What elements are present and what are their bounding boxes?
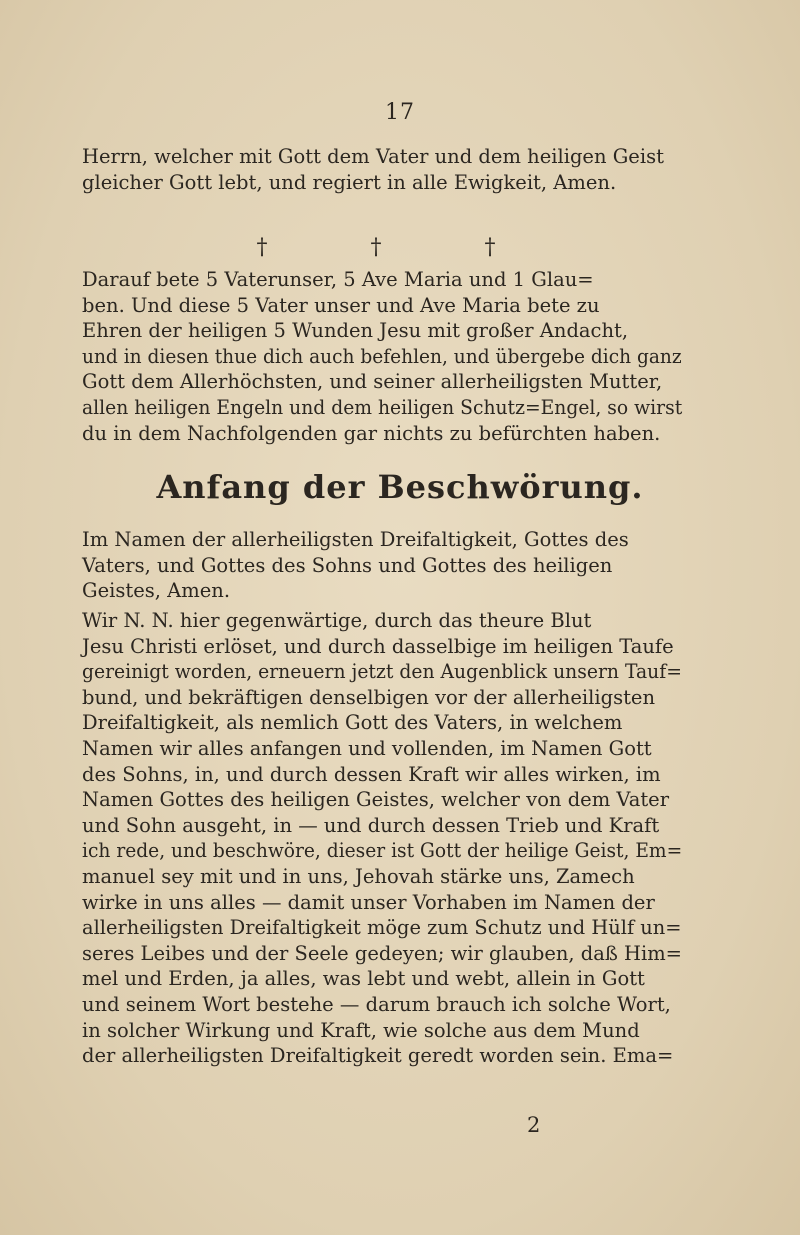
text-line: Im Namen der allerheiligsten Dreifaltigkeit, Gottes des (82, 528, 629, 551)
text-line: Jesu Christi erlöset, und durch dasselbige im heiligen Taufe (82, 634, 674, 658)
text-line: in solcher Wirkung und Kraft, wie solche aus dem Mund (82, 1018, 640, 1042)
text-line: allen heiligen Engeln und dem heiligen Schutz=Engel, so wirst (82, 395, 683, 419)
signature-mark: 2 (527, 1113, 541, 1137)
text-line: Namen wir alles anfangen und vollenden, im Namen Gott (82, 736, 652, 760)
text-line: der allerheiligsten Dreifaltigkeit geredt worden sein. Ema= (82, 1044, 674, 1068)
text-line: des Sohns, in, und durch dessen Kraft wir alles wirken, im (82, 762, 661, 786)
text-line: Dreifaltigkeit, als nemlich Gott des Vaters, in welchem (82, 711, 623, 735)
text-line: Geistes, Amen. (82, 579, 231, 603)
text-line: und Sohn ausgeht, in — und durch dessen Trieb und Kraft (82, 813, 660, 837)
text-line: Gott dem Allerhöchsten, und seiner allerheiligsten Mutter, (82, 370, 663, 394)
paragraph-invocation (82, 527, 682, 604)
text-line: und seinem Wort bestehe — darum brauch ich solche Wort, (82, 992, 671, 1016)
crosses-ornament: † † † (256, 235, 544, 260)
text-line: und in diesen thue dich auch befehlen, und übergebe dich ganz (82, 344, 682, 368)
text-line: allerheiligsten Dreifaltigkeit möge zum Schutz und Hülf un= (82, 916, 682, 940)
text-line: Wir N. N. hier gegenwärtige, durch das theure Blut (82, 609, 592, 632)
text-line: manuel sey mit und in uns, Jehovah stärke uns, Zamech (82, 864, 635, 888)
text-line: du in dem Nachfolgenden gar nichts zu befürchten haben. (82, 421, 661, 445)
text-line: Herrn, welcher mit Gott dem Vater und dem heiligen Geist (82, 145, 664, 168)
text-line: ben. Und diese 5 Vater unser und Ave Maria bete zu (82, 293, 600, 317)
paragraph-conjuration (82, 608, 682, 1069)
text-line: Namen Gottes des heiligen Geistes, welcher von dem Vater (82, 788, 670, 812)
paragraph-instruction (82, 267, 682, 446)
text-line: Darauf bete 5 Vaterunser, 5 Ave Maria und 1 Glau= (82, 268, 594, 291)
text-line: seres Leibes und der Seele gedeyen; wir glauben, daß Him= (82, 941, 682, 965)
text-line: gereinigt worden, erneuern jetzt den Augenblick unsern Tauf= (82, 660, 682, 684)
page-number: 17 (385, 100, 415, 125)
text-line: Ehren der heiligen 5 Wunden Jesu mit großer Andacht, (82, 319, 629, 343)
text-line: gleicher Gott lebt, und regiert in alle Ewigkeit, Amen. (82, 170, 617, 194)
text-line: wirke in uns alles — damit unser Vorhaben im Namen der (82, 890, 655, 914)
paragraph-prayer-ending (82, 144, 682, 195)
text-line: mel und Erden, ja alles, was lebt und webt, allein in Gott (82, 967, 645, 991)
section-heading: Anfang der Beschwörung. (156, 468, 644, 506)
text-line: Vaters, und Gottes des Sohns und Gottes des heiligen (82, 553, 613, 577)
text-line: bund, und bekräftigen denselbigen vor der allerheiligsten (82, 685, 656, 709)
text-line: ich rede, und beschwöre, dieser ist Gott der heilige Geist, Em= (82, 839, 683, 863)
